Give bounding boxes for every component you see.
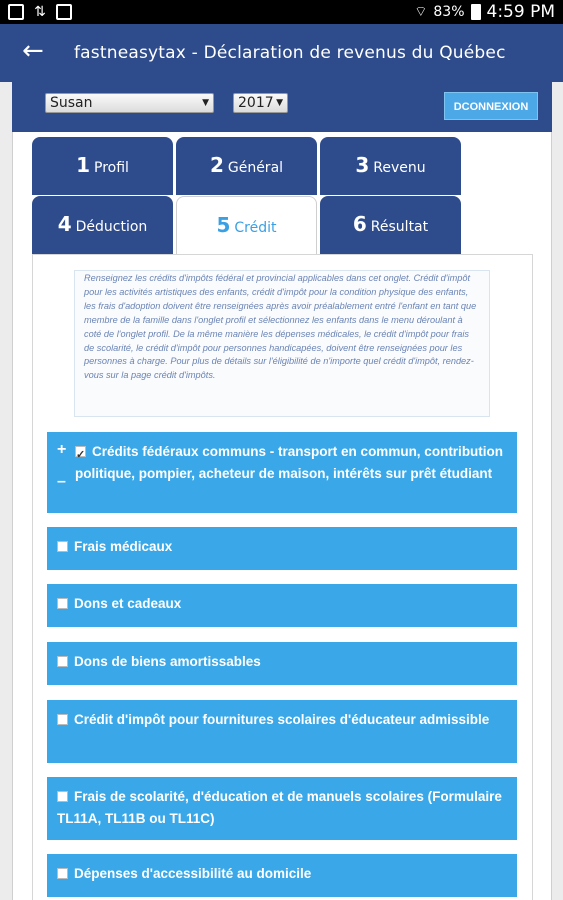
tab-label: Général xyxy=(227,160,284,176)
tab-profil[interactable] xyxy=(32,137,173,195)
tab-resultat[interactable] xyxy=(320,196,461,254)
section-checkbox[interactable] xyxy=(75,446,86,457)
collapse-minus-icon[interactable]: – xyxy=(57,473,66,490)
section-label: Crédits fédéraux communs - transport en commun, contribution politique, pompier, acheteur de maison, intérêts sur prêt étudiant xyxy=(75,444,504,481)
section-label: Frais de scolarité, d'éducation et de manuels scolaires (Formulaire TL11A, TL11B ou TL11C) xyxy=(57,789,502,826)
section-label: Dons et cadeaux xyxy=(74,596,182,611)
section-checkbox[interactable] xyxy=(57,598,68,609)
user-select-value: Susan xyxy=(50,95,93,111)
tab-label: Revenu xyxy=(373,160,426,176)
wifi-icon: ⌔ xyxy=(414,4,428,20)
battery-icon xyxy=(471,4,481,20)
logout-button[interactable]: DCONNEXION xyxy=(444,92,538,120)
tab-general[interactable] xyxy=(176,137,317,195)
tab-credit[interactable] xyxy=(176,196,317,255)
header-band xyxy=(12,82,552,132)
section-depreciable-gifts[interactable] xyxy=(47,642,517,685)
instructions-note: Renseignez les crédits d'impôts fédéral et provincial applicables dans cet onglet. Crédit d'impôt pour les activités artistiques des enfants, crédit d'impôt pour la condition physique des enfants, les frais d'adoption doivent être renseignées après avoir préalablement entré l'enfant en tant que membre de la famille dans l'onglet profil et sélectionnez les enfants dans le menu déroulant à coté de l'onglet profil. De la même manière les dépenses médicales, le crédit d'impôt pour frais de scolarité, le crédit d'impôt pour personnes handicapées, doivent être renseignées pour les personnes à charge. Pour plus de détails sur l'éligibilité de n'importe quel crédit d'impôt, rendez-vous sur la page crédit d'impôts. xyxy=(74,270,490,417)
app-bar xyxy=(0,24,563,82)
tab-number: 2 xyxy=(209,153,224,177)
section-checkbox[interactable] xyxy=(57,714,68,725)
section-label: Crédit d'impôt pour fournitures scolaires d'éducateur admissible xyxy=(74,712,490,727)
year-select[interactable] xyxy=(233,93,288,113)
section-medical-expenses[interactable] xyxy=(47,527,517,570)
tab-deduction[interactable] xyxy=(32,196,173,254)
clock: 4:59 PM xyxy=(486,2,555,22)
year-select-value: 2017 xyxy=(238,95,274,111)
section-label: Frais médicaux xyxy=(74,539,173,554)
download-icon: ⇅ xyxy=(34,4,46,20)
tab-number: 1 xyxy=(76,153,90,177)
tab-revenu[interactable] xyxy=(320,137,461,195)
tab-label: Résultat xyxy=(370,219,429,235)
section-checkbox[interactable] xyxy=(57,541,68,552)
status-icons-left xyxy=(8,4,72,20)
gallery-icon xyxy=(8,4,24,20)
tab-label: Profil xyxy=(94,160,129,176)
user-select[interactable] xyxy=(45,93,214,113)
back-arrow-icon[interactable]: ← xyxy=(22,36,44,66)
app-title: fastneasytax - Déclaration de revenus du Québec xyxy=(74,43,506,63)
section-educator-supplies[interactable] xyxy=(47,700,517,763)
dropdown-arrow-icon: ▼ xyxy=(202,98,209,108)
section-checkbox[interactable] xyxy=(57,868,68,879)
expand-plus-icon[interactable]: + xyxy=(57,441,67,458)
tab-number: 4 xyxy=(57,212,72,236)
tab-label: Crédit xyxy=(234,220,277,236)
section-checkbox[interactable] xyxy=(57,791,68,802)
section-label: Dons de biens amortissables xyxy=(74,654,261,669)
battery-percent: 83% xyxy=(433,4,465,20)
credit-content xyxy=(32,254,533,900)
section-label: Dépenses d'accessibilité au domicile xyxy=(74,866,312,881)
tab-number: 5 xyxy=(216,213,231,237)
tab-label: Déduction xyxy=(75,219,148,235)
status-icons-right xyxy=(414,2,555,22)
tab-number: 3 xyxy=(355,153,370,177)
dropdown-arrow-icon: ▼ xyxy=(276,98,283,108)
section-home-accessibility[interactable] xyxy=(47,854,517,897)
status-bar xyxy=(0,0,563,24)
tablet-icon xyxy=(56,4,72,20)
section-donations[interactable] xyxy=(47,584,517,627)
tab-number: 6 xyxy=(352,212,367,236)
section-tuition[interactable] xyxy=(47,777,517,840)
section-checkbox[interactable] xyxy=(57,656,68,667)
section-federal-credits[interactable] xyxy=(47,432,517,513)
